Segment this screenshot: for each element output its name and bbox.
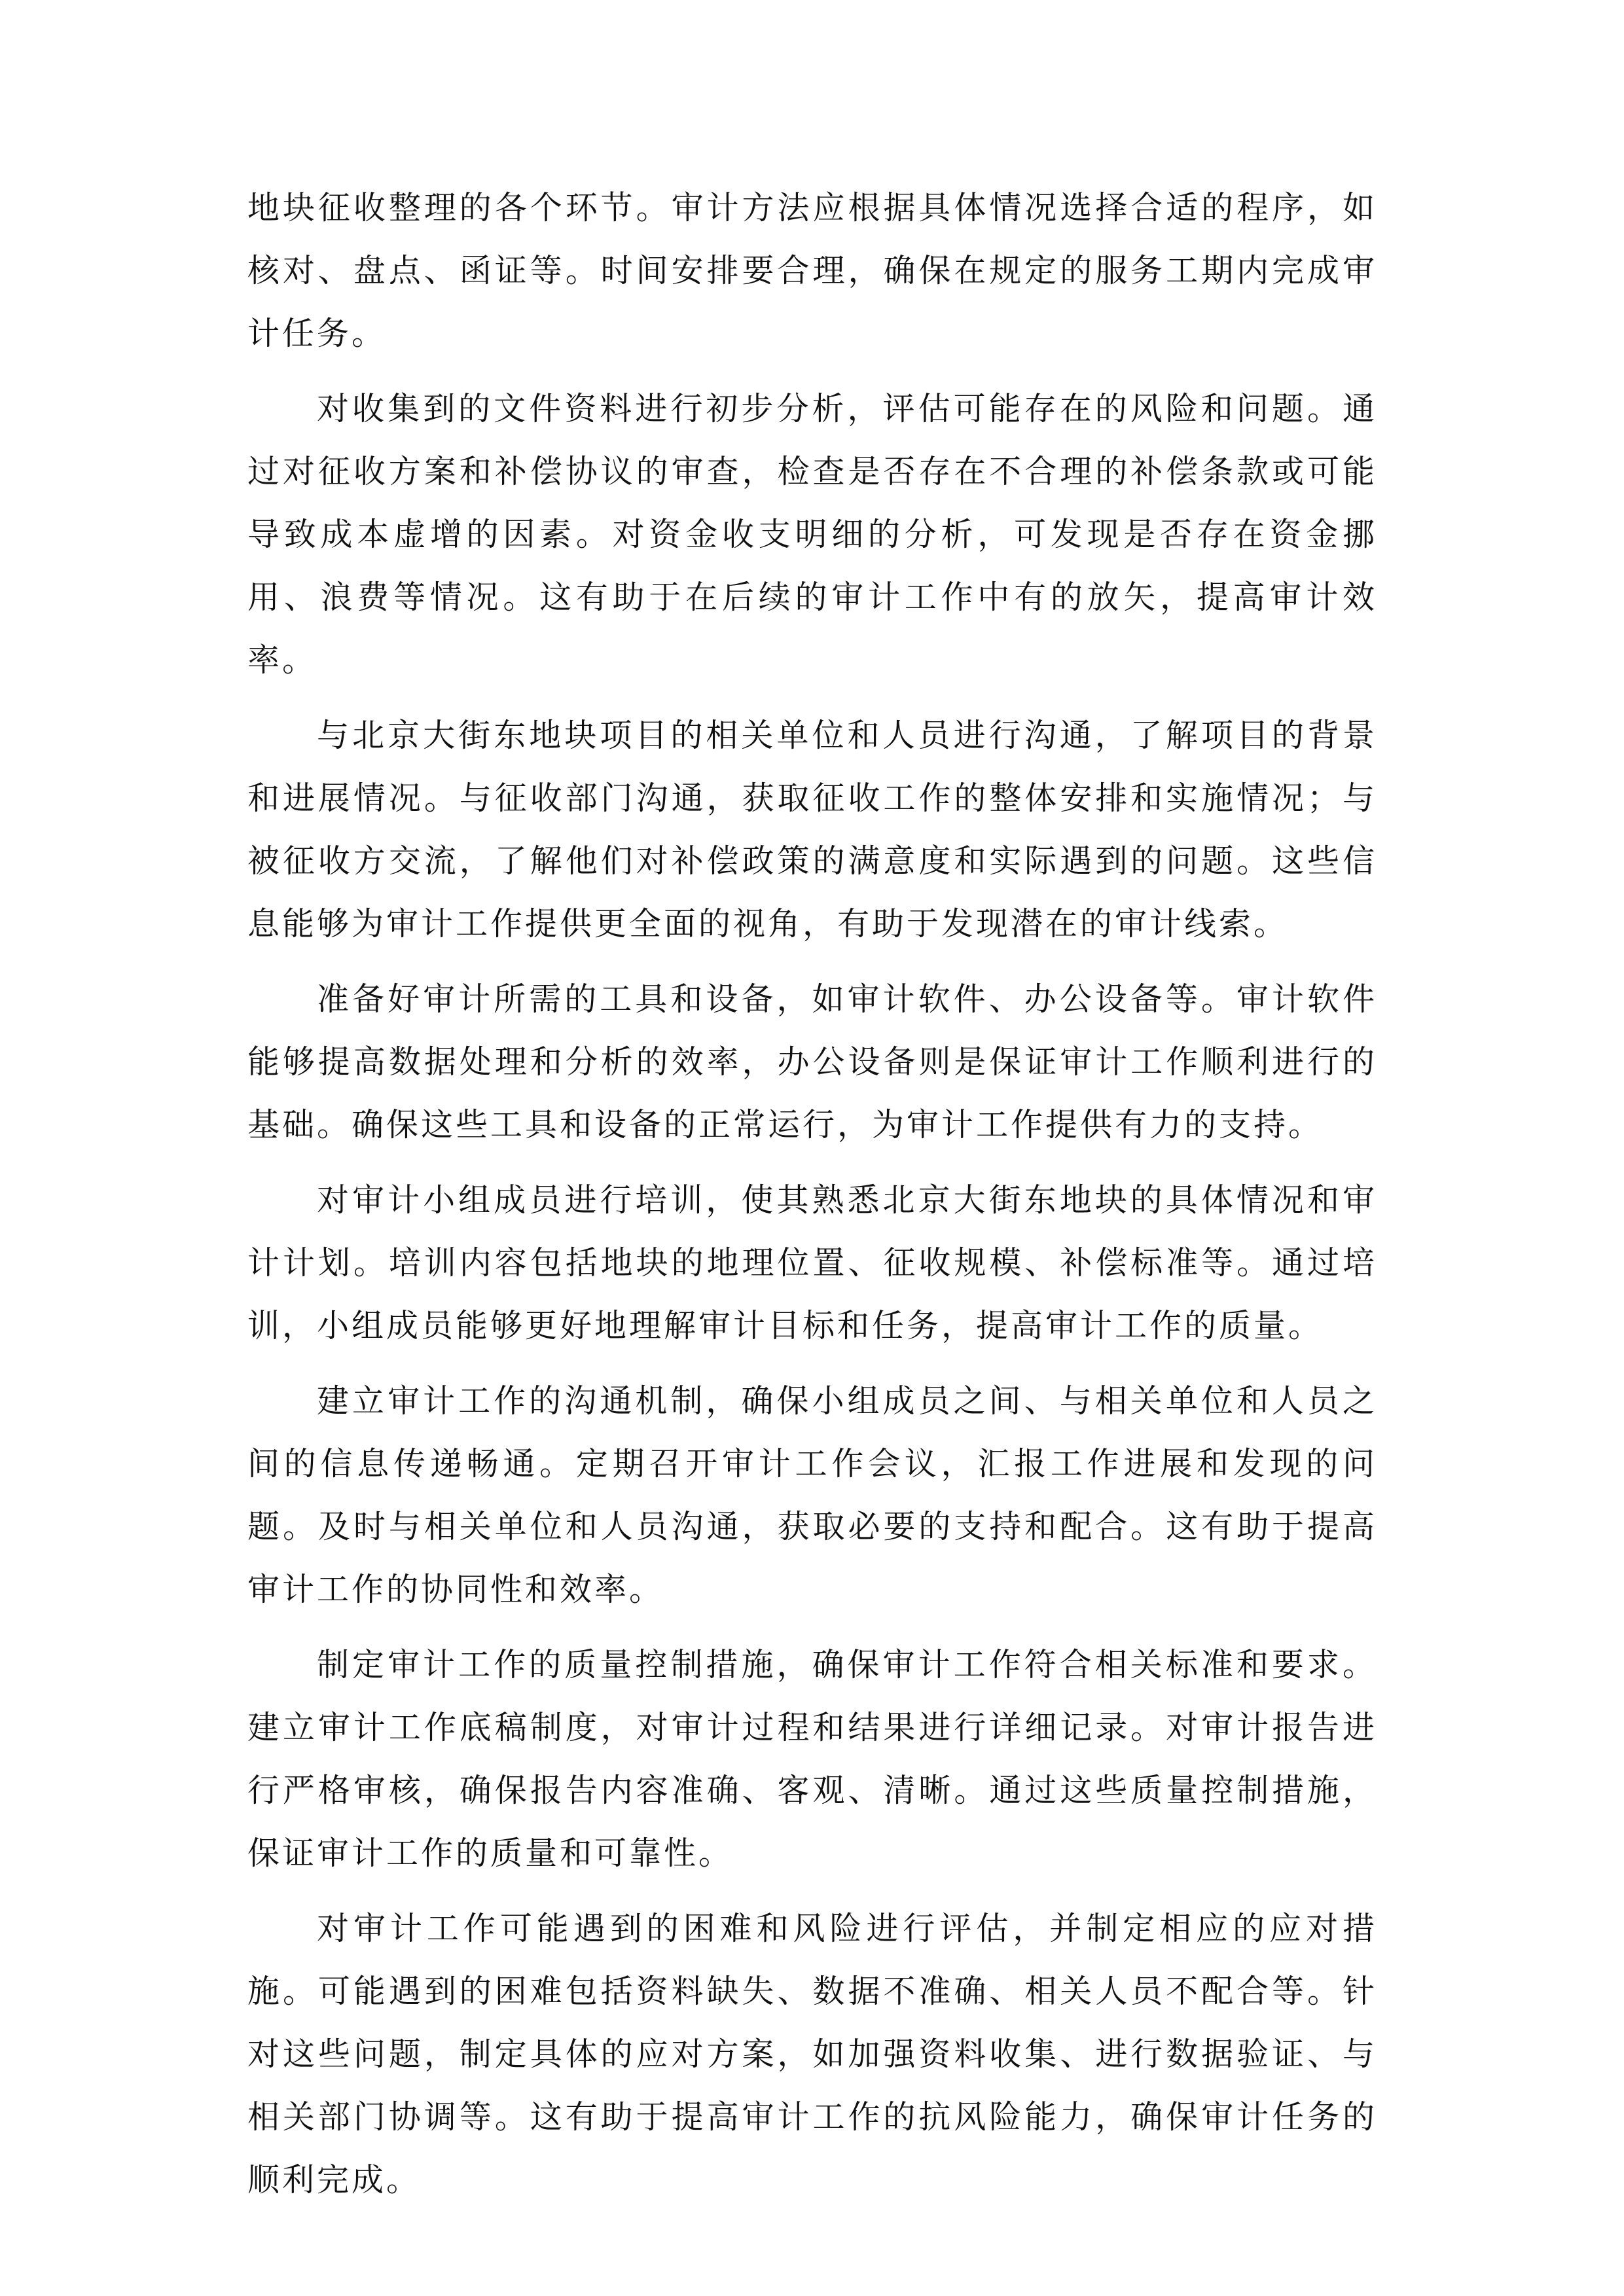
paragraph: 制定审计工作的质量控制措施，确保审计工作符合相关标准和要求。建立审计工作底稿制度，对审计过程和结果进行详细记录。对审计报告进行严格审核，确保报告内容准确、客观、清晰。通过这些质量控制措施，保证审计工作的质量和可靠性。 (247, 1646, 1377, 1872)
paragraph: 与北京大街东地块项目的相关单位和人员进行沟通，了解项目的背景和进展情况。与征收部门沟通，获取征收工作的整体安排和实施情况；与被征收方交流，了解他们对补偿政策的满意度和实际遇到的问题。这些信息能够为审计工作提供更全面的视角，有助于发现潜在的审计线索。 (247, 717, 1377, 942)
paragraph: 准备好审计所需的工具和设备，如审计软件、办公设备等。审计软件能够提高数据处理和分析的效率，办公设备则是保证审计工作顺利进行的基础。确保这些工具和设备的正常运行，为审计工作提供有力的支持。 (247, 980, 1377, 1143)
paragraph-continued: 地块征收整理的各个环节。审计方法应根据具体情况选择合适的程序，如核对、盘点、函证等。时间安排要合理，确保在规定的服务工期内完成审计任务。 (247, 189, 1377, 352)
body-text (247, 177, 1377, 2224)
paragraph: 对收集到的文件资料进行初步分析，评估可能存在的风险和问题。通过对征收方案和补偿协议的审查，检查是否存在不合理的补偿条款或可能导致成本虚增的因素。对资金收支明细的分析，可发现是否存在资金挪用、浪费等情况。这有助于在后续的审计工作中有的放矢，提高审计效率。 (247, 390, 1377, 679)
paragraph: 对审计小组成员进行培训，使其熟悉北京大街东地块的具体情况和审计计划。培训内容包括地块的地理位置、征收规模、补偿标准等。通过培训，小组成员能够更好地理解审计目标和任务，提高审计工作的质量。 (247, 1181, 1377, 1344)
paragraph: 对审计工作可能遇到的困难和风险进行评估，并制定相应的应对措施。可能遇到的困难包括资料缺失、数据不准确、相关人员不配合等。针对这些问题，制定具体的应对方案，如加强资料收集、进行数据验证、与相关部门协调等。这有助于提高审计工作的抗风险能力，确保审计任务的顺利完成。 (247, 1910, 1377, 2198)
paragraph: 建立审计工作的沟通机制，确保小组成员之间、与相关单位和人员之间的信息传递畅通。定期召开审计工作会议，汇报工作进展和发现的问题。及时与相关单位和人员沟通，获取必要的支持和配合。这有助于提高审计工作的协同性和效率。 (247, 1382, 1377, 1608)
